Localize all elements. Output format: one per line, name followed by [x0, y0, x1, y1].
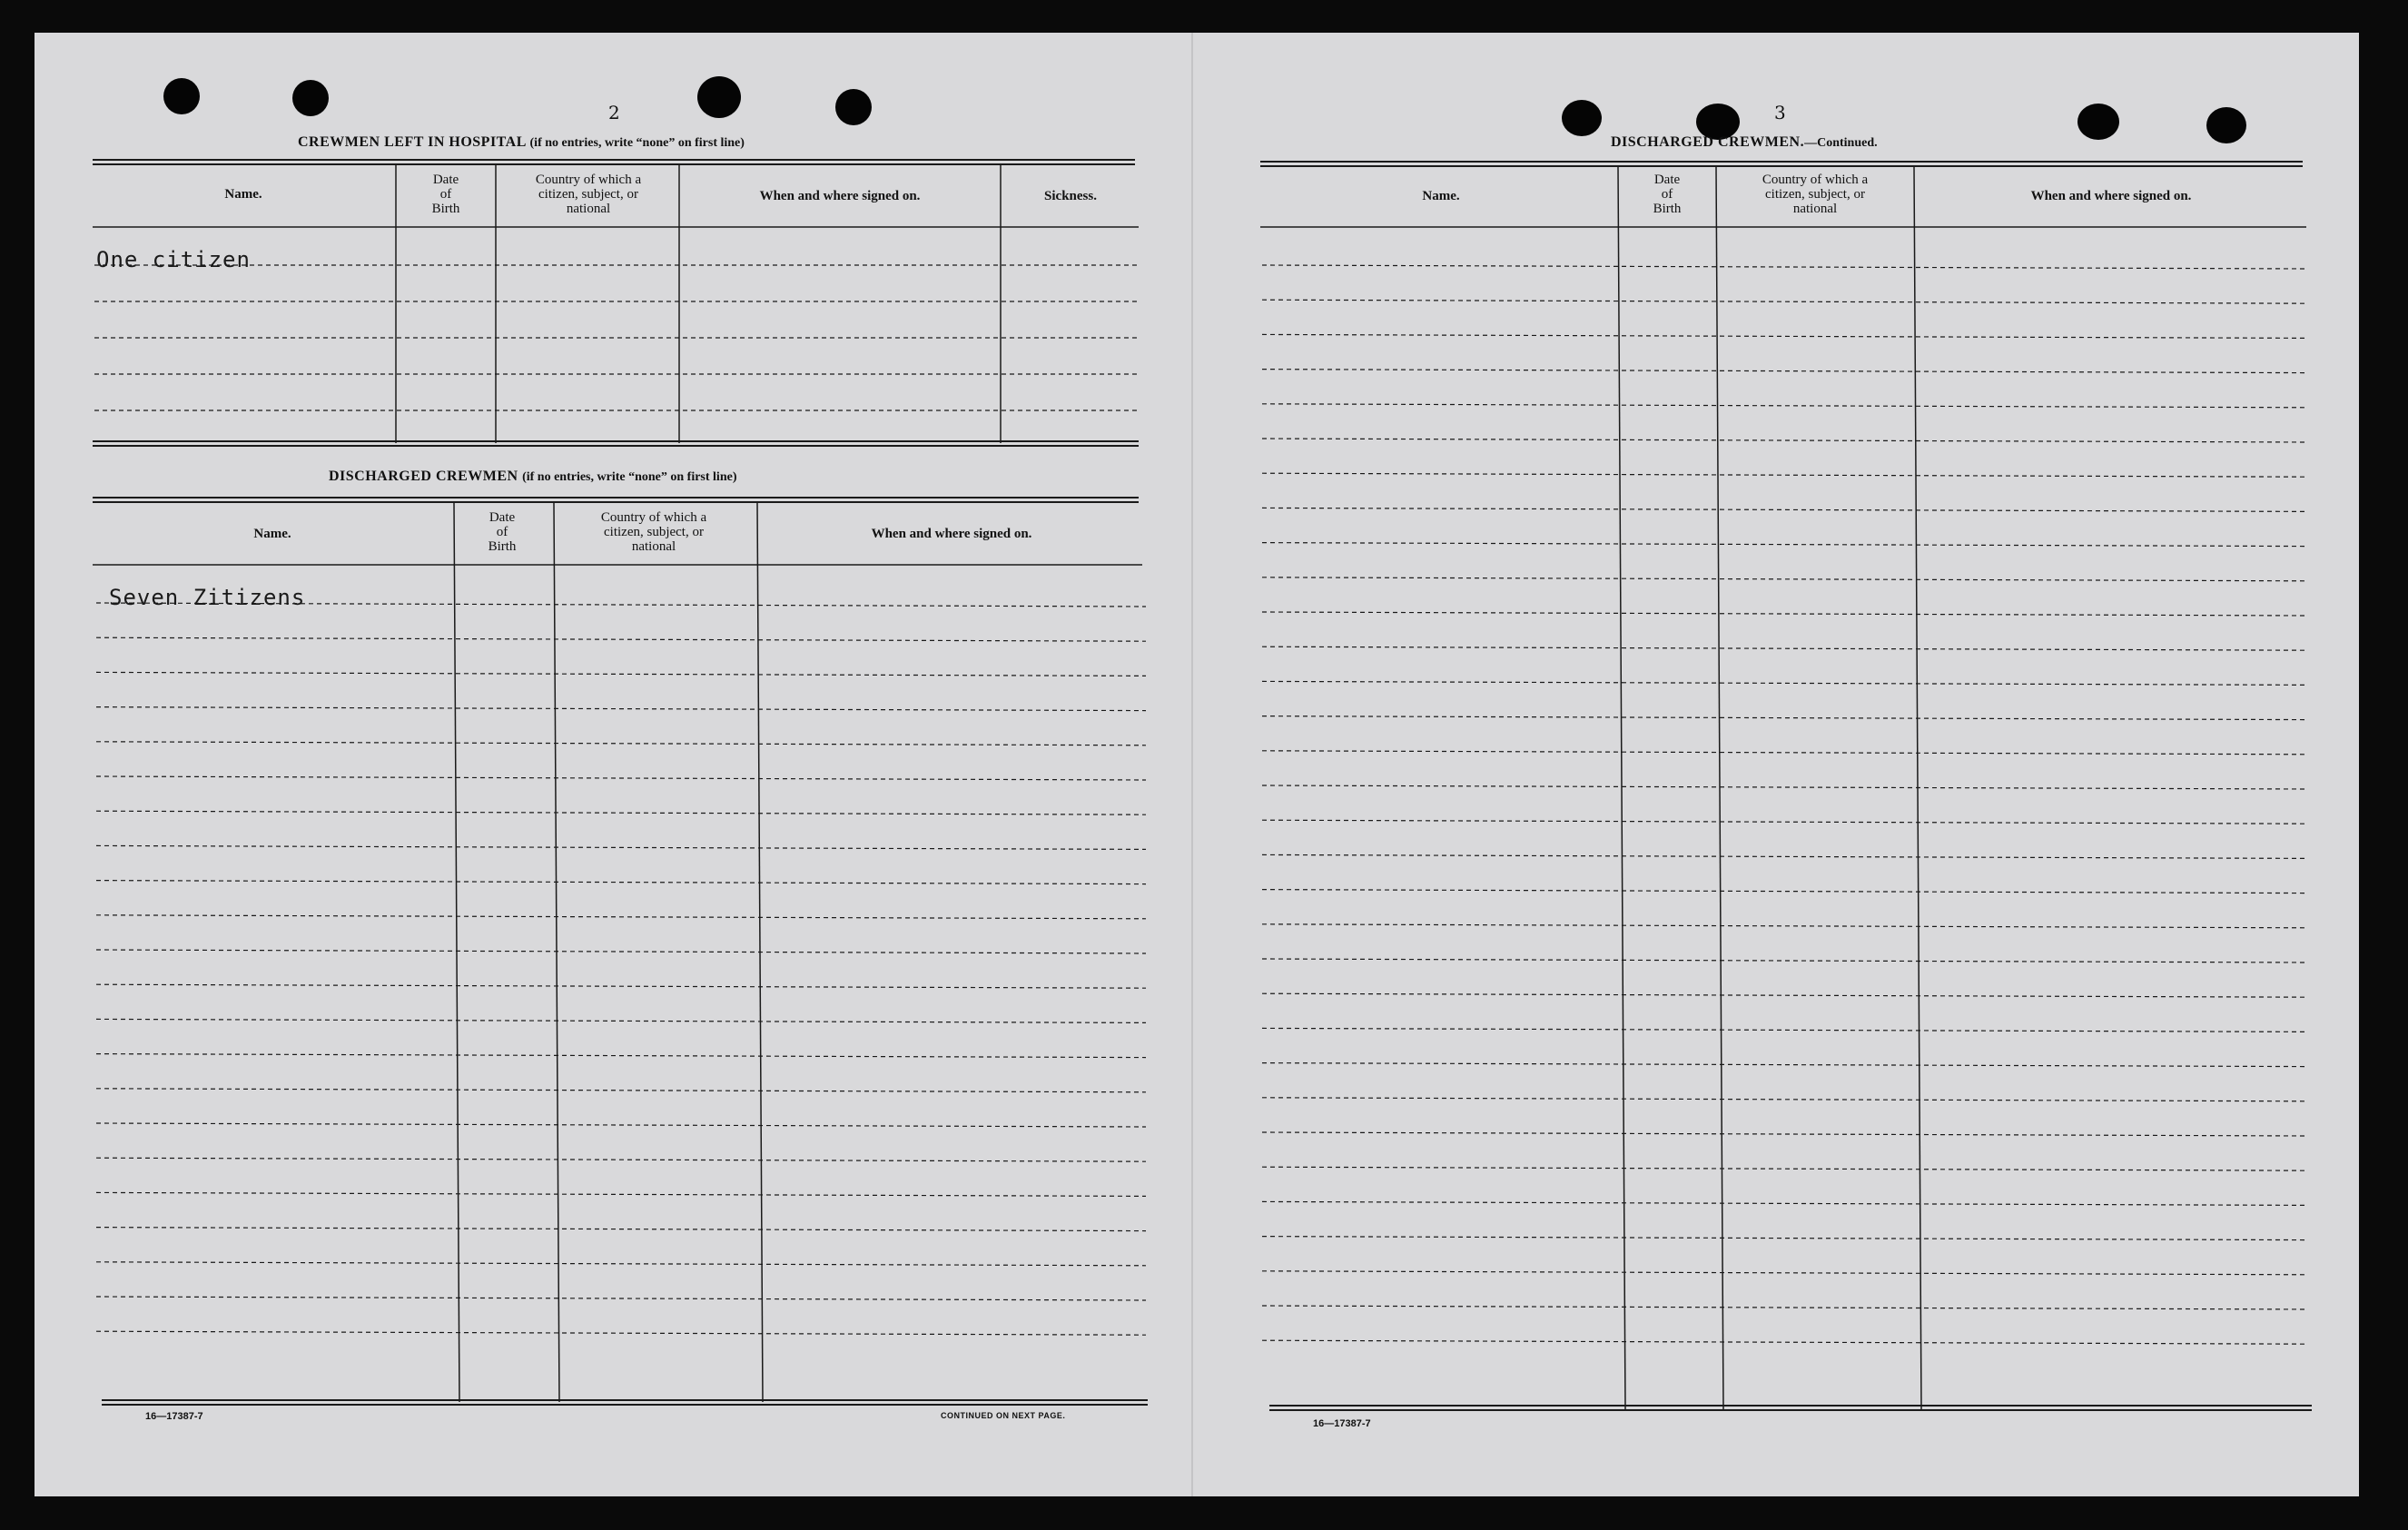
dotted-row-line — [96, 742, 1146, 745]
hospital-header-signed-on: When and where signed on. — [759, 189, 921, 203]
dotted-row-line — [96, 1331, 1146, 1335]
dotted-row-line — [96, 1262, 1146, 1266]
dotted-row-line — [1262, 854, 2306, 858]
page-number: 3 — [1774, 102, 1786, 123]
dotted-row-line — [96, 881, 1146, 884]
dotted-row-line — [1262, 1063, 2306, 1067]
dotted-row-line — [1262, 1132, 2306, 1136]
dotted-row-line — [96, 672, 1146, 676]
hospital-note: (if no entries, write “none” on first line) — [529, 136, 745, 150]
dotted-row-line — [1262, 439, 2306, 442]
dotted-row-line — [1262, 1028, 2306, 1032]
discharged-header-signed-on: When and where signed on. — [871, 527, 1032, 541]
dotted-row-line — [1262, 300, 2306, 303]
dotted-row-line — [1262, 993, 2306, 997]
discharged-note: (if no entries, write “none” on first line) — [522, 470, 737, 484]
discharged-title: DISCHARGED CREWMEN — [329, 469, 518, 484]
dotted-row-line — [1262, 543, 2306, 547]
column-rule — [454, 503, 459, 1402]
right-header-dob: Date of Birth — [1653, 173, 1682, 216]
dotted-row-line — [96, 1192, 1146, 1196]
dotted-row-line — [1262, 1098, 2306, 1101]
right-title-suffix: —Continued. — [1804, 136, 1878, 150]
dotted-row-line — [96, 915, 1146, 919]
dotted-row-line — [1262, 1167, 2306, 1170]
dotted-row-line — [1262, 265, 2306, 269]
dotted-row-line — [96, 1297, 1146, 1300]
dotted-row-line — [1262, 1340, 2306, 1344]
dotted-row-line — [1262, 647, 2306, 650]
dotted-row-line — [1262, 820, 2306, 824]
hospital-header-dob: Date of Birth — [431, 173, 460, 216]
dotted-row-line — [96, 1019, 1146, 1022]
dotted-row-line — [1262, 959, 2306, 962]
hospital-title: CREWMEN LEFT IN HOSPITAL — [298, 134, 527, 150]
dotted-row-line — [96, 707, 1146, 711]
dotted-row-line — [96, 950, 1146, 953]
hospital-header-name: Name. — [224, 187, 262, 202]
dotted-row-line — [1262, 1271, 2306, 1275]
dotted-row-line — [1262, 890, 2306, 893]
right-header-signed-on: When and where signed on. — [2030, 189, 2192, 203]
dotted-row-line — [1262, 334, 2306, 338]
dotted-row-line — [1262, 924, 2306, 928]
right-title: DISCHARGED CREWMEN. — [1611, 134, 1805, 150]
discharged-header-country: Country of which a citizen, subject, or national — [600, 510, 707, 554]
dotted-row-line — [96, 776, 1146, 780]
form-number: 16—17387-7 — [1313, 1418, 1371, 1429]
dotted-row-line — [1262, 404, 2306, 408]
dotted-row-line — [96, 603, 1146, 607]
dotted-row-line — [1262, 508, 2306, 511]
dotted-row-line — [96, 845, 1146, 849]
dotted-row-line — [96, 984, 1146, 988]
right-header-name: Name. — [1422, 189, 1460, 203]
dotted-row-line — [1262, 1237, 2306, 1240]
column-rule — [1716, 167, 1723, 1409]
dotted-row-line — [1262, 370, 2306, 373]
dotted-row-line — [1262, 681, 2306, 685]
dotted-row-line — [1262, 1201, 2306, 1205]
dotted-row-line — [96, 637, 1146, 641]
dotted-row-line — [96, 1228, 1146, 1231]
dotted-row-line — [96, 811, 1146, 814]
hospital-header-sickness: Sickness. — [1044, 189, 1097, 203]
discharged-header-name: Name. — [253, 527, 291, 541]
dotted-row-line — [96, 1158, 1146, 1161]
continued-note: CONTINUED ON NEXT PAGE. — [941, 1411, 1066, 1420]
hospital-header-country: Country of which a citizen, subject, or national — [535, 173, 642, 216]
column-rule — [554, 503, 559, 1402]
discharged-header-dob: Date of Birth — [488, 510, 517, 554]
column-rule — [1618, 167, 1625, 1409]
dotted-row-line — [1262, 716, 2306, 720]
dotted-row-line — [1262, 612, 2306, 616]
hospital-entry: One citizen — [96, 247, 251, 272]
dotted-row-line — [96, 1054, 1146, 1058]
form-number: 16—17387-7 — [145, 1411, 203, 1422]
dotted-row-line — [1262, 751, 2306, 755]
dotted-row-line — [1262, 785, 2306, 789]
dotted-row-line — [1262, 473, 2306, 477]
dotted-row-line — [1262, 577, 2306, 581]
dotted-row-line — [1262, 1306, 2306, 1309]
right-header-country: Country of which a citizen, subject, or national — [1762, 173, 1869, 216]
discharged-entry: Seven Zitizens — [109, 585, 306, 610]
page-number: 2 — [608, 102, 620, 123]
dotted-row-line — [96, 1089, 1146, 1092]
dotted-row-line — [96, 1123, 1146, 1127]
